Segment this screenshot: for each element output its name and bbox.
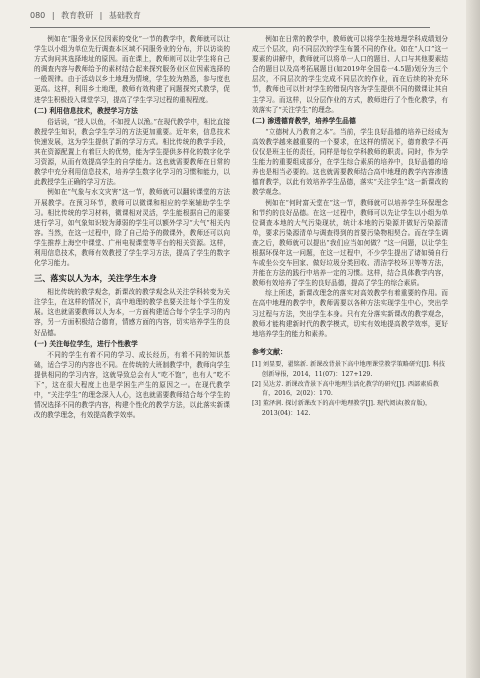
- reference-item: [1] 刘显要，翟铭新. 新课改背景下高中地理课堂教学策略研究[J]. 科技创新导报，2014，11(07)：127+129.: [252, 360, 445, 378]
- book-spine-edge: [466, 0, 480, 678]
- header-rule: [30, 27, 430, 28]
- paragraph: 例如在“服务业区位因素的变化”一节的教学中，教师就可以让学生以小组为单位先行调查本区域不同服务业的分布，并以访谈的方式询问其选择地址的原因。而在课上，教师则可以让学生将自己的调查内容与教师给予的素材结合起来探究服务业区位因素选择的一般规律。由于活动以乡土地理为情境，学生较为熟悉，参与度也更高。这样，利用乡土地理，教师有效构建了问题探究式教学，促进学生积极投入课堂学习，提高了学生学习过程的重视程度。: [34, 35, 230, 104]
- reference-item: [3] 董泽润. 探讨新课改下的高中地理教学[J]. 现代阅读(教育版)，2013(04)：142.: [252, 400, 432, 417]
- paragraph: 俗话说，“授人以鱼，不如授人以渔。”在现代教学中，相比直接教授学生知识，教会学生学习的方法更加重要。近年来，信息技术快速发展，这为学生提供了新的学习方式。相比传统的教学手段，其在资源配置上有着巨大的优势，能为学生提供多样化的数字化学习资源，从而有效提高学生的自学能力。这也就需要教师在日常的教学中充分利用信息技术，培养学生数字化学习的习惯和能力，以此教授学生正确的学习方法。: [34, 117, 230, 187]
- paragraph: 不同的学生有着不同的学习、成长经历，有着不同的知识基础，适合学习的内容也不同。在传统的大班制教学中，教师向学生提供相同的学习内容，这就导致总会有人“吃不饱”，也有人“吃不下”，这在很大程度上也是学困生产生的原因之一。在现代教学中，“关注学生”的理念深入人心，这也就需要教师结合每个学生的情况选择不同的教学内容，构建个性化的教学方法，以此落实新课改的教学理念，有效提高教学效率。: [34, 350, 230, 420]
- journal-column: 基础教育: [108, 11, 141, 20]
- paragraph: 例如在“气象与水文灾害”这一节，教师就可以翻转课堂的方法开展教学。在预习环节，教师可以微课和相应的学案辅助学生学习。相比传统的学习材料，微课相对灵活，学生能根据自己的需要进行学习，如气象知识较为薄弱的学生可以额外学习“大气”相关内容。当然，在这一过程中，除了自己给予的微课外，教师还可以向学生推荐上海空中课堂、广州电视课堂等平台的相关资源。这样，利用信息技术，教师有效教授了学生学习方法，提高了学生的数字化学习能力。: [34, 188, 230, 268]
- subheading: (二) 利用信息技术，教授学习方法: [34, 106, 138, 115]
- page-header: [30, 10, 430, 24]
- paragraph: 例如在“何时富天堂在”这一节，教师就可以培养学生环保理念和节约的良好品德。在这一过程中，教师可以先让学生以小组为单位调查本地的大气污染现状，统计本地的污染源并做好污染源清单，要求污染源清单与调查得到的首要污染物相契合。而在学生调查之后，教师就可以提出“我们应当如何做？”这一问题，以让学生根据环保年这一问题，在这一过程中，不少学生提出了诸如骑自行车或坐公交车回家、做好垃圾分类回收、清洁学校环卫等等方法，并能在方法的践行中培养一定的习惯。这样，结合具体教学内容，教师有效培养了学生的良好品德，提高了学生的综合素质。: [252, 198, 448, 288]
- section-heading: 三、落实以人为本，关注学生本身: [34, 273, 157, 284]
- subheading: (二) 渗透德育教学，培养学生品德: [252, 116, 356, 125]
- left-column: [34, 34, 230, 674]
- page-number: 080: [30, 11, 46, 20]
- paragraph: 相比传统的教学观念，新课改的教学观念从关注学科转变为关注学生，在这样的情况下，高中地理的教学也要关注每个学生的发展。这也就需要教师以人为本，一方面构建适合每个学生学习的内容，另一方面积极结合德育，情感方面的内容，切实培养学生的良好品德。: [34, 288, 230, 337]
- paragraph: “立德树人乃教育之本”。当前，学生良好品德的培养已经成为高效教学越来越重要的一个要求，在这样的情况下，德育教学不再仅仅是班主任的责任，同样是每位学科教师的职责。同时，作为学生能力的重要组成部分，在学生综合素质的培养中，良好品德的培养也是相当必要的。这也就需要教师结合高中地理的教学内容渗透德育教学，以此有效培养学生品德，落实“关注学生”这一新课改的教学观念。: [252, 127, 448, 197]
- paragraph: 例如在日常的教学中，教师就可以将学生按地理学科成绩划分成三个层次，向不同层次的学生布置不同的作业。如在“人口”这一要素的讲解中，教师就可以将单一人口的题目、人口与其他要素结合的题目以及高考拓展题目(如2019年全国卷一4.5题)划分为三个层次，不同层次的学生完成不同层次的作业，而在后续的补充环节，教师也可以针对学生的错误内容为学生提供不同的微课让其自主学习。而这样，以分层作业的方式，教师进行了个性化教学，有效落实了“关注学生”的理念。: [252, 35, 448, 114]
- reference-item: [2] 吴达芳. 新课改背景下高中地理生活化教学的研究[J]. 西部素质教育，2016，2(02)：170.: [252, 380, 439, 398]
- references-title: 参考文献：: [252, 347, 287, 356]
- right-column: [252, 34, 448, 674]
- header-separator: |: [99, 11, 103, 20]
- journal-name: 教育教研: [61, 11, 94, 20]
- subheading: (一) 关注每位学生，进行个性教学: [34, 339, 138, 348]
- header-separator: |: [51, 11, 55, 20]
- paragraph: 综上所述，新课改理念的落实对高效教学有着重要的作用。而在高中地理的教学中，教师需要以各种方法实现学生中心，突出学习过程与方法，突出学生本身。只有充分落实新课改的教学观念，教师才能构建新时代的教学模式，切实有效地提高教学效率，更好地培养学生的能力和素养。: [252, 289, 448, 338]
